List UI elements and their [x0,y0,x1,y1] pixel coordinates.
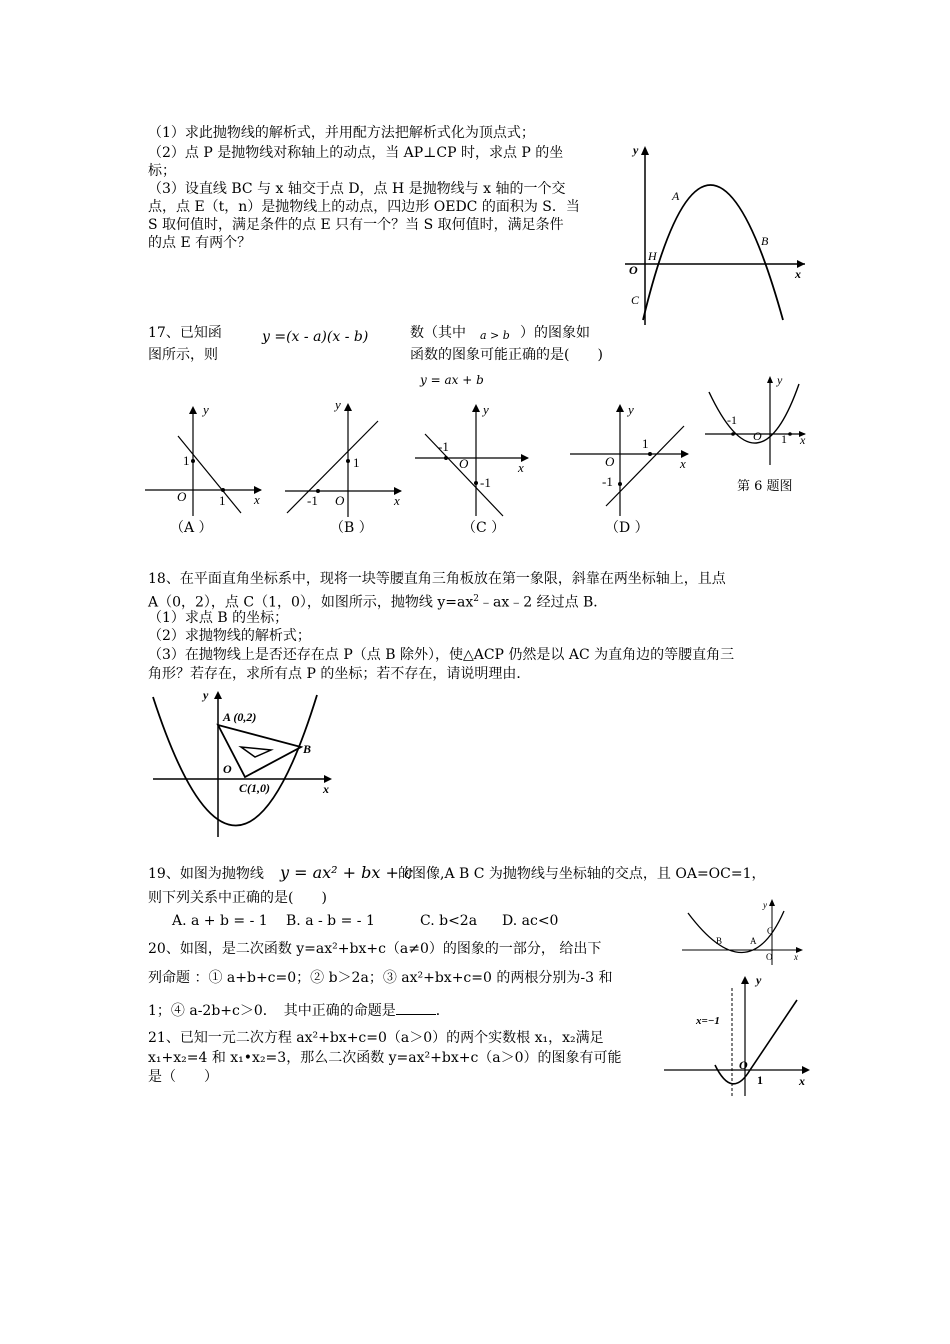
q18-line1: 18、在平面直角坐标系中，现将一块等腰直角三角板放在第一象限，斜靠在两坐标轴上，且点 [148,571,726,587]
q17-d-tick-y: -1 [602,474,613,489]
q18-line2: A（0，2），点 C（1，0），如图所示，抛物线 $y=ax^2﹣ax﹣2$ 经过点 B． [148,594,608,611]
q20-figure [660,968,820,1098]
q17-b-y: y [335,397,341,412]
q19-line1-a: 19、如图为抛物线 [148,866,264,882]
q16-part2-line1: （2）点 P 是抛物线对称轴上的动点，当 AP⊥CP 时，求点 P 的坐 [148,145,564,161]
q19-option-a: A. a + b = - 1 [172,913,268,929]
q19-line2: 则下列关系中正确的是( ) [148,890,327,906]
q17-c-origin: O [459,456,469,471]
q17-line1-b: 数（其中 [410,325,466,341]
q19-point-b: B [716,936,723,946]
q17-d-origin: O [605,454,615,469]
q16-part1: （1）求此抛物线的解析式，并用配方法把解析式化为顶点式； [148,125,535,141]
q18-figure [145,685,345,840]
q16-part3-line1: （3）设直线 BC 与 x 轴交于点 D，点 H 是抛物线与 x 轴的一个交 [148,181,566,197]
q19-point-c: C [767,926,774,936]
q17-c-y: y [483,402,489,417]
q17-line2-b: 函数的图象可能正确的是( ) [410,347,603,363]
q16-x-label: x [795,267,801,281]
q21-line2: x₁+x₂=4 和 x₁•x₂=3，那么二次函数 y=ax²+bx+c（a＞0）的图象有可能 [148,1050,622,1066]
q19-option-c: C. b<2a [420,913,478,929]
q17-b-x: x [394,493,400,508]
q17-fig6-origin: O [753,429,762,443]
q18-part3-line1: （3）在抛物线上是否还存在点 P（点 B 除外），使△ACP 仍然是以 AC 为直角边的等腰直角三 [148,647,735,663]
q17-fig6-y: y [777,373,783,387]
q17-b-origin: O [335,493,345,508]
q19-origin: O [766,952,773,962]
q18-part2: （2）求抛物线的解析式； [148,628,311,644]
q16-point-c: C [631,293,640,307]
q16-y-label: y [633,143,639,157]
q16-point-a: A [672,189,680,203]
q17-c-tick-y: -1 [480,475,491,490]
q17-d-tick-x: 1 [642,436,649,451]
q20-tick-one: 1 [757,1073,763,1087]
q18-part3-line2: 角形？若存在，求所有点 P 的坐标；若不存在，请说明理由． [148,666,531,682]
q20-y-label: y [756,973,762,987]
q17-d-x: x [680,456,686,471]
q19-option-b: B. a - b = - 1 [286,913,375,929]
q20-answer-blank [396,1000,436,1015]
q17-option-c-graph [413,398,538,518]
q17-fig6-neg1: -1 [727,413,737,427]
q18-x-label: x [323,782,329,796]
q17-formula-2: y = ax + b [420,373,484,387]
q18-part1: （1）求点 B 的坐标； [148,610,289,626]
q20-line1: 20、如图，是二次函数 y=ax²+bx+c（a≠0）的图象的一部分， 给出下 [148,941,602,957]
q18-point-b: B [303,742,312,756]
q17-fig6-graph [703,370,813,470]
q17-formula-1: y =(x - a)(x - b) [262,329,369,345]
q17-option-d-label: （D ） [605,520,649,536]
q17-option-b-graph [283,395,408,520]
q16-point-b: B [761,234,769,248]
q16-part2-line2: 标； [148,163,176,179]
q20-line2: 列命题 ：① a+b+c=0；② b＞2a；③ ax²+bx+c=0 的两根分别为-3 和 [148,970,613,986]
q16-parabola-figure [615,140,825,330]
q17-a-y: y [203,402,209,417]
q19-x-label: x [794,952,798,962]
q17-d-y: y [628,402,634,417]
q21-line3: 是（ ） [148,1069,218,1085]
q16-origin: O [629,263,638,277]
q17-option-b-label: （B ） [330,520,373,536]
q18-point-c: C(1,0) [239,781,270,795]
q17-fig6-one: 1 [781,432,787,446]
q19-figure [680,897,810,967]
q17-line1-a: 17、已知函 [148,325,222,341]
q19-y-label: y [763,900,767,910]
q17-option-a-graph [143,398,268,518]
q16-part3-line3: S 取何值时，满足条件的点 E 只有一个？当 S 取何值时，满足条件 [148,217,564,233]
q20-line3: 1；④ a-2b+c＞0． 其中正确的命题是 ． [148,1000,450,1020]
q17-b-tick-y: 1 [353,455,360,470]
q20-x-label: x [799,1074,805,1088]
q18-point-a: A (0,2) [223,710,257,724]
q19-option-d: D. ac<0 [502,913,559,929]
q18-y-label: y [203,688,209,702]
q16-part3-line4: 的点 E 有两个？ [148,235,252,251]
q18-origin: O [223,762,232,776]
q17-line1-c: ）的图象如 [520,325,590,341]
q17-a-tick-x: 1 [219,493,226,508]
q17-a-origin: O [177,489,187,504]
q17-condition: a > b [480,329,510,342]
q17-fig6-caption: 第 6 题图 [737,479,793,494]
q16-part3-line2: 点，点 E（t，n）是抛物线上的动点，四边形 OEDC 的面积为 S．当 [148,199,580,215]
q17-line2-a: 图所示，则 [148,347,218,363]
q20-axis-label: x=−1 [696,1015,720,1027]
q17-a-tick-y: 1 [183,453,190,468]
q17-fig6-x: x [800,433,806,447]
q17-option-d-graph [568,398,698,518]
q19-formula: y = ax² + bx + c [280,863,413,882]
q19-line1-b: 的图像,A B C 为抛物线与坐标轴的交点，且 OA=OC=1， [398,866,766,882]
q16-point-h: H [648,249,657,263]
q17-option-a-label: （A ） [170,520,213,536]
q17-b-tick-x: -1 [307,493,318,508]
q17-a-x: x [254,492,260,507]
q21-line1: 21、已知一元二次方程 ax²+bx+c=0（a＞0）的两个实数根 x₁，x₂满足 [148,1030,604,1046]
q17-option-c-label: （C ） [462,520,506,536]
q17-c-tick-x: -1 [438,439,449,454]
q17-c-x: x [518,460,524,475]
q20-origin: O [739,1058,748,1072]
q19-point-a: A [750,936,757,946]
